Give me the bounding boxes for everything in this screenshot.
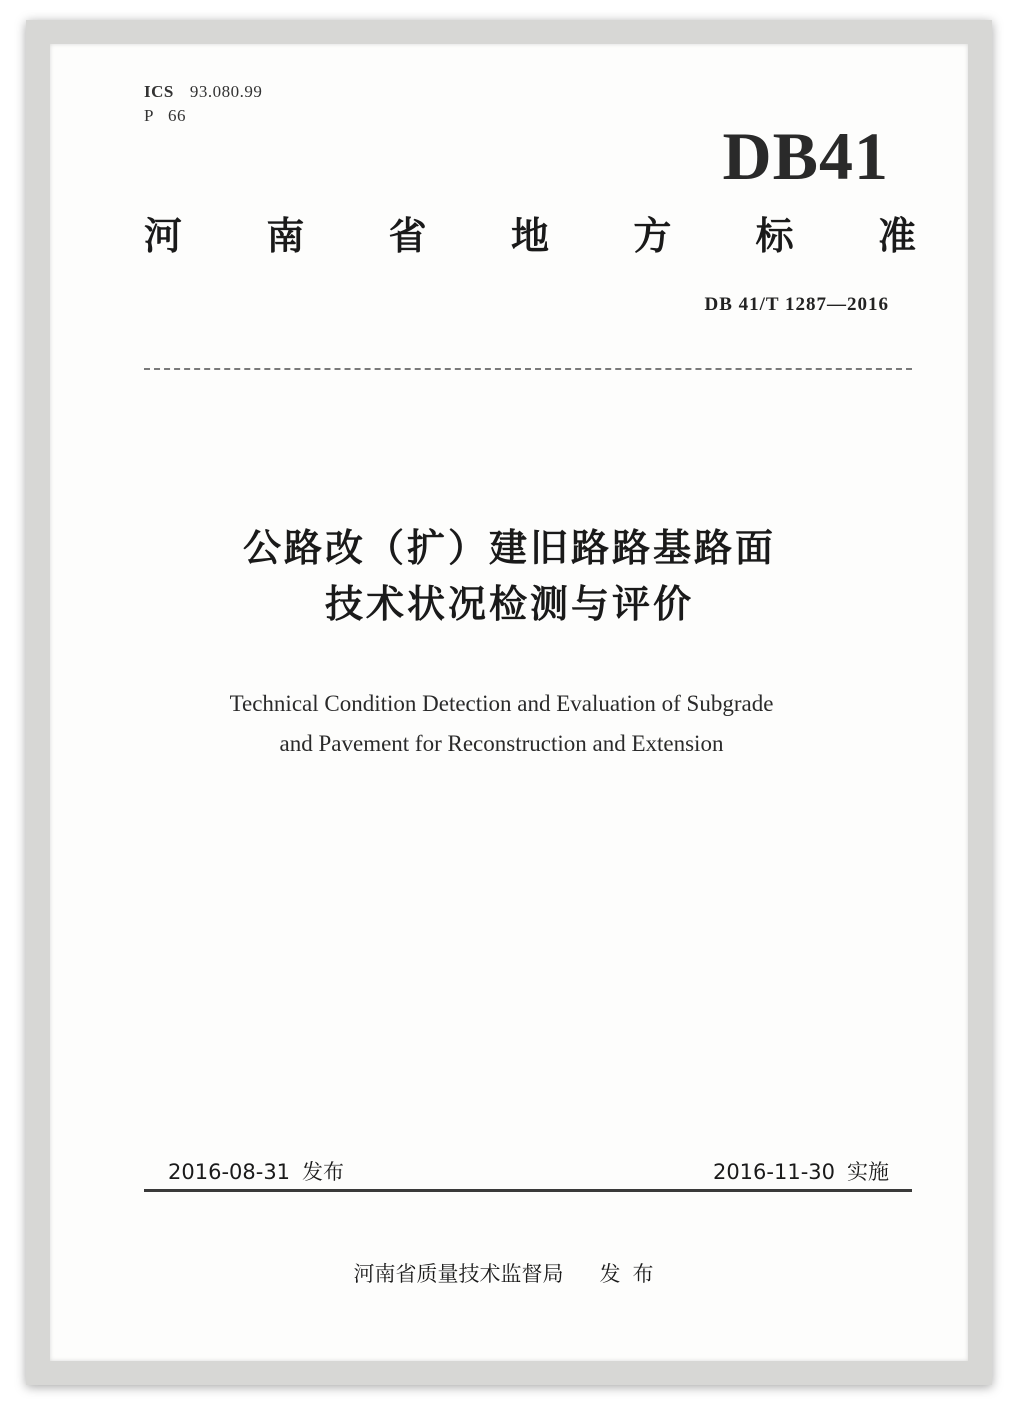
implementation-date-line	[713, 1156, 889, 1186]
title-en-line-1: Technical Condition Detection and Evaluation of Subgrade	[229, 691, 774, 716]
ccs-code: 66	[167, 106, 186, 125]
ccs-label: P	[144, 106, 154, 125]
ics-classification	[144, 82, 262, 102]
issue-label: 发布	[302, 1160, 345, 1184]
top-divider	[144, 368, 912, 370]
ics-label: ICS	[144, 82, 174, 101]
standard-kind-char: 准	[877, 214, 916, 258]
publisher-action: 发布	[599, 1262, 666, 1286]
title-cn-line-2: 技术状况检测与评价	[324, 582, 694, 626]
standard-number: DB 41/T 1287—2016	[704, 294, 889, 315]
implementation-label: 实施	[847, 1160, 889, 1184]
publisher-line	[0, 1258, 1019, 1288]
standard-kind-char: 南	[266, 214, 305, 258]
standard-kind-char: 标	[755, 214, 794, 258]
standard-logo: DB41	[722, 118, 889, 194]
title-en-line-2: and Pavement for Reconstruction and Extension	[279, 731, 724, 756]
standard-kind-char: 河	[144, 214, 183, 258]
standard-kind-char: 方	[633, 214, 672, 258]
issue-date-line	[168, 1156, 344, 1186]
ics-code: 93.080.99	[189, 82, 263, 101]
standard-kind-char: 地	[510, 214, 549, 258]
standard-kind-heading	[144, 214, 916, 260]
bottom-divider	[144, 1189, 912, 1192]
title-cn-line-1: 公路改（扩）建旧路路基路面	[242, 526, 776, 570]
standard-kind-char: 省	[388, 214, 427, 258]
implementation-date: 2016-11-30	[712, 1160, 835, 1184]
publisher-name: 河南省质量技术监督局	[353, 1262, 564, 1286]
ccs-classification	[144, 106, 186, 126]
issue-date: 2016-08-31	[168, 1160, 291, 1184]
